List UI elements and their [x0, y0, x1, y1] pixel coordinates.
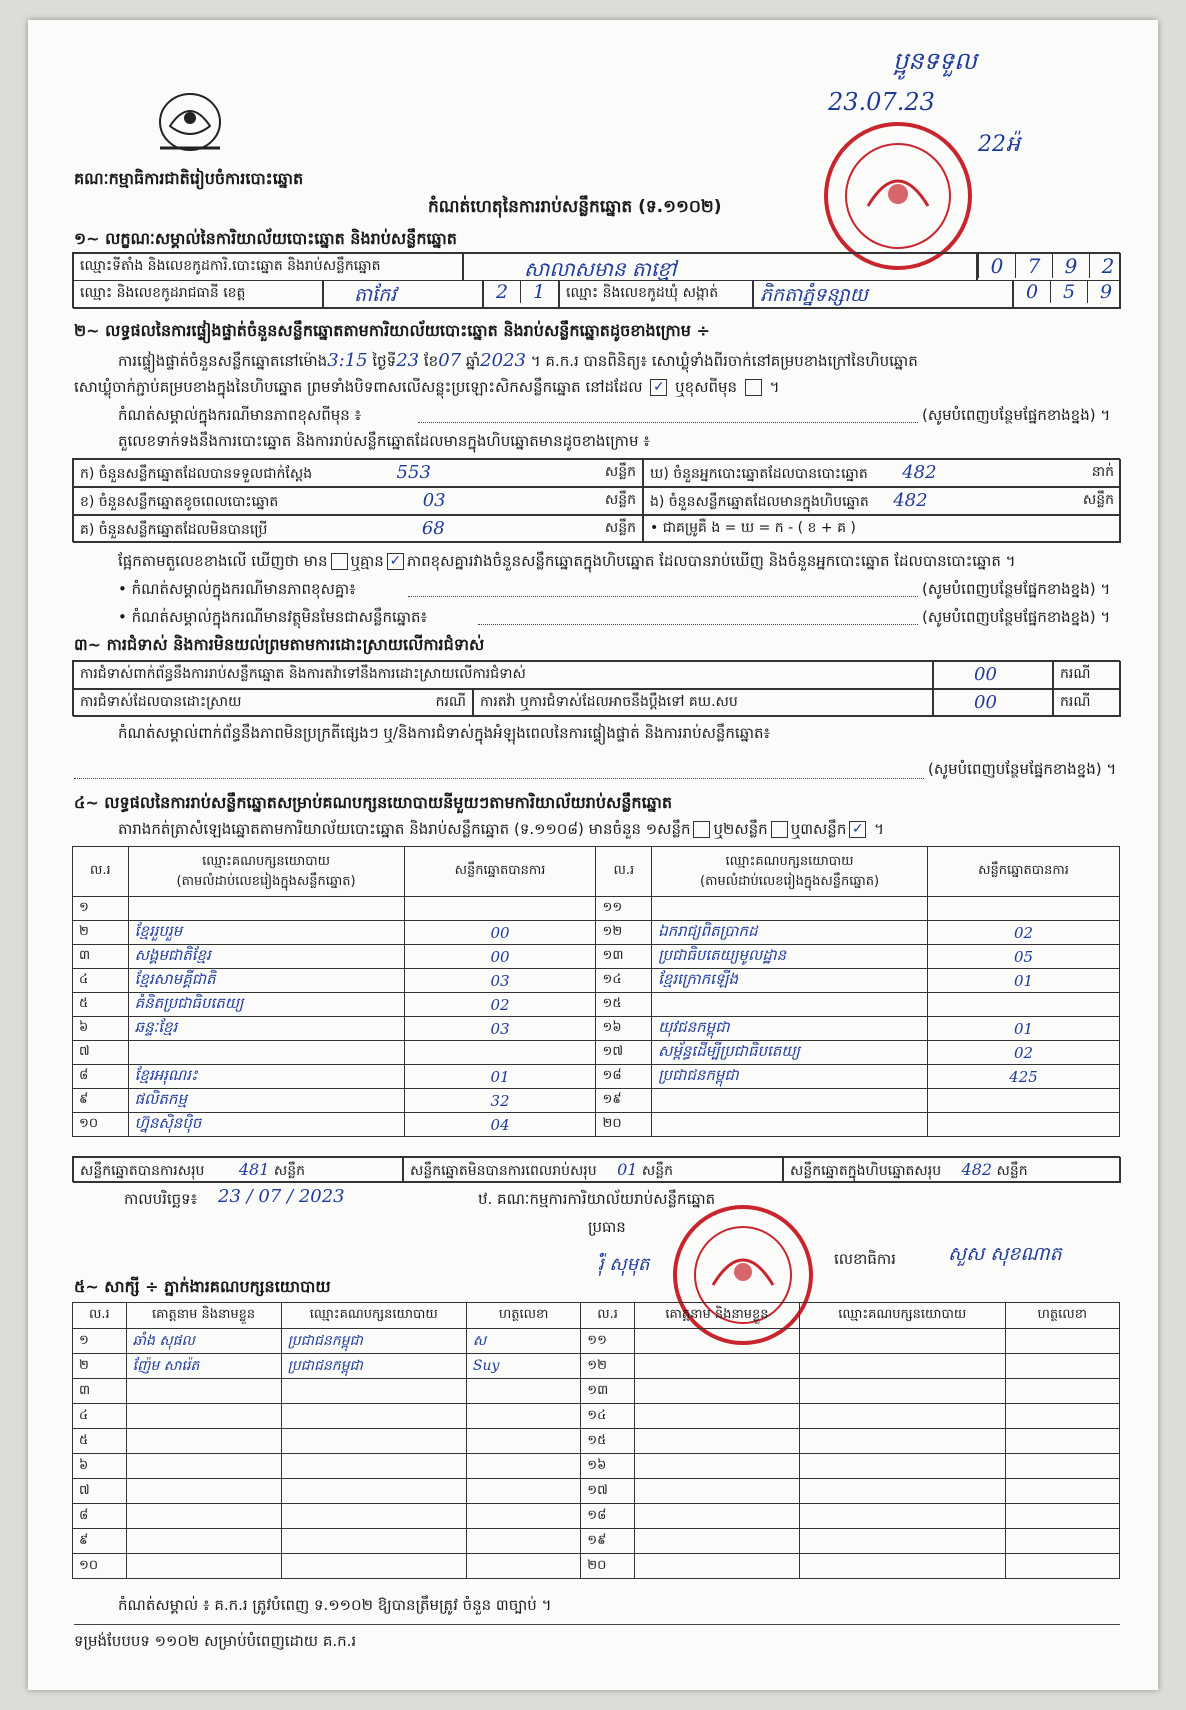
- result-votes-cell: [927, 1113, 1119, 1137]
- complaint-resolved: ការជំទាស់ដែលបានដោះស្រាយ ករណី: [73, 689, 473, 717]
- table-row: [73, 1329, 1120, 1354]
- two-sheet-checkbox: [771, 821, 788, 838]
- result-name-cell: ឯករាជ្យ​ពិតប្រាកដ: [652, 921, 928, 945]
- witness-sign-cell: Suy: [466, 1354, 580, 1379]
- result-name-cell: ប្រជាធិបតេយ្យ​មូលដ្ឋាន: [652, 945, 928, 969]
- total-invalid: សន្លឹកឆ្នោតមិនបានការពេលរាប់សរុប 01 សន្លឹក: [403, 1157, 783, 1183]
- result-name-cell: ខ្មែរអរុណរះ: [128, 1065, 404, 1089]
- w-col-no-2: ល.រ: [581, 1303, 635, 1329]
- witness-empty-cell: [799, 1554, 1005, 1579]
- witness-party-cell: [281, 1479, 466, 1504]
- w-col-sign: ហត្ថលេខា: [466, 1303, 580, 1329]
- witness-no-cell: ៧: [73, 1479, 127, 1504]
- result-name-cell: ផលិតកម្ម: [128, 1089, 404, 1113]
- w-col-name-2: គោត្តនាម និងនាមខ្លួន: [634, 1303, 799, 1329]
- witness-empty-cell: [1005, 1429, 1119, 1454]
- witness-empty-cell: [1005, 1529, 1119, 1554]
- table-row: [73, 1113, 1120, 1137]
- province-value: តាកែវ: [323, 280, 483, 309]
- result-name-cell: គំនិតប្រជាធិបតេយ្យ: [128, 993, 404, 1017]
- witness-no-cell: ៨: [73, 1504, 127, 1529]
- witness-empty-cell: [1005, 1354, 1119, 1379]
- fill-back-note: (សូមបំពេញបន្ថែមផ្នែកខាងខ្នង) ។: [922, 406, 1111, 424]
- row-gh: ឃ) ចំនួនអ្នកបោះឆ្នោតដែលបានបោះឆ្នោត 482 នាក់: [643, 459, 1121, 487]
- witness-empty-cell: [799, 1454, 1005, 1479]
- commune-code: 0 5 9: [1013, 280, 1121, 309]
- result-name-cell: ខ្មែររួបរួម: [128, 921, 404, 945]
- result-votes-cell: [927, 1089, 1119, 1113]
- verification-line: ការផ្ទៀងផ្ទាត់ចំនួនសន្លឹកឆ្នោតនៅម៉ោង3:15 ថ្ងៃទី23 ខែ07 ឆ្នាំ2023 ។ គ.ក.រ បានពិនិត្យ៖ សោឃ្លុំទាំងពីរចាក់នៅគម្របខាងក្រៅនៃហិបឆ្នោត: [118, 350, 918, 371]
- row-g: គ) ចំនួនសន្លឹកឆ្នោតដែលមិនបានប្រើ 68 សន្លឹក: [73, 515, 643, 543]
- witness-sign-cell: [466, 1429, 580, 1454]
- case-label-2: ករណី: [1053, 689, 1121, 717]
- complaint-value-2: 00: [933, 689, 1053, 717]
- table-row: [73, 1479, 1120, 1504]
- section2-title: ២~ លទ្ធផលនៃការផ្ទៀងផ្ទាត់ចំនួនសន្លឹកឆ្នោតតាមការិយាល័យបោះឆ្នោត និងរាប់សន្លឹកឆ្នោតដូចខាងក្រោម ÷: [74, 321, 710, 340]
- witness-no-cell: ៣: [73, 1379, 127, 1404]
- witness-no-cell: ១០: [73, 1554, 127, 1579]
- bullet-foreign-line: [478, 624, 918, 625]
- witness-empty-cell: [799, 1479, 1005, 1504]
- result-no-cell: ១១: [596, 897, 652, 921]
- witness-sign-cell: ស: [466, 1329, 580, 1354]
- witness-name-cell: [126, 1404, 281, 1429]
- witness-empty-cell: [634, 1479, 799, 1504]
- seal-line: សោឃ្លុំចាក់ភ្ជាប់គម្របខាងក្នុងនៃហិបឆ្នោត ព្រមទាំងបិទពាសលើសន្លុះប្រឡោះសិកសន្លឹកឆ្នោត នៅដដែល ✓ ឬខុសពីមុន ។: [74, 378, 780, 396]
- result-name-cell: [128, 1041, 404, 1065]
- witness-party-cell: [281, 1504, 466, 1529]
- witness-party-cell: [281, 1454, 466, 1479]
- witness-name-cell: ញ៉ែម សារ៉េត: [126, 1354, 281, 1379]
- result-no-cell: ១៧: [596, 1041, 652, 1065]
- result-votes-cell: 02: [927, 921, 1119, 945]
- province-label: ឈ្មោះ និងលេខកូដរាជធានី ខេត្ត: [73, 280, 323, 309]
- witness-no-cell: ១: [73, 1329, 127, 1354]
- section1-title: ១~ លក្ខណៈសម្គាល់នៃការិយាល័យបោះឆ្នោត និងរាប់សន្លឹកឆ្នោត: [74, 229, 457, 248]
- bullet-difference-line: [408, 596, 918, 597]
- result-no-cell: ១០: [73, 1113, 129, 1137]
- witness-sign-cell: [466, 1404, 580, 1429]
- witness-name-cell: ឆាំង សុផល: [126, 1329, 281, 1354]
- w-col-sign-2: ហត្ថលេខា: [1005, 1303, 1119, 1329]
- count-box: [72, 458, 1120, 542]
- witness-empty-cell: [634, 1554, 799, 1579]
- witness-empty-cell: [634, 1454, 799, 1479]
- section5-title: ៥~ សាក្សី ÷ ភ្នាក់ងារគណបក្សនយោបាយ: [74, 1277, 331, 1296]
- result-no-cell: ៨: [73, 1065, 129, 1089]
- result-votes-cell: 03: [404, 969, 596, 993]
- place-code: 0 7 9 2: [977, 253, 1121, 281]
- result-votes-cell: 00: [404, 921, 596, 945]
- w-col-name: គោត្តនាម និងនាមខ្លួន: [126, 1303, 281, 1329]
- result-no-cell: ៦: [73, 1017, 129, 1041]
- section3-title: ៣~ ការជំទាស់ និងការមិនយល់ព្រមតាមការដោះស្រាយលើការជំទាស់: [74, 635, 485, 654]
- witness-sign-cell: [466, 1504, 580, 1529]
- witness-empty-cell: [634, 1329, 799, 1354]
- table-row: [73, 1041, 1120, 1065]
- table-row: [73, 1529, 1120, 1554]
- unchanged-checkbox: ✓: [650, 379, 667, 396]
- three-sheet-checkbox: ✓: [849, 821, 866, 838]
- witness-name-cell: [126, 1504, 281, 1529]
- irregularity-note: កំណត់សម្គាល់ពាក់ព័ន្ធនឹងភាពមិនប្រក្រតីផ្សេងៗ ឬ/និងការជំទាស់ក្នុងអំឡុងពេលនៃការផ្ទៀងផ្ទាត់ និងការរាប់សន្លឹកឆ្នោត៖: [118, 724, 771, 742]
- case-label-1: ករណី: [1053, 661, 1121, 689]
- witness-empty-cell: [1005, 1479, 1119, 1504]
- result-no-cell: ៧: [73, 1041, 129, 1065]
- witness-no-cell: ១៩: [581, 1529, 635, 1554]
- result-votes-cell: [927, 993, 1119, 1017]
- result-name-cell: ខ្មែរ​ក្រោក​ឡើង: [652, 969, 928, 993]
- result-name-cell: ប្រជាជនកម្ពុជា: [652, 1065, 928, 1089]
- witness-no-cell: ២: [73, 1354, 127, 1379]
- witness-table: [72, 1302, 1120, 1579]
- table-row: [73, 1354, 1120, 1379]
- result-name-cell: ខ្មែរសាមគ្គីជាតិ: [128, 969, 404, 993]
- committee-name: គណៈកម្មាធិការជាតិរៀបចំការបោះឆ្នោត: [74, 169, 304, 188]
- fill-back-note-2: (សូមបំពេញបន្ថែមផ្នែកខាងខ្នង) ។: [922, 580, 1111, 598]
- place-label: ឈ្មោះទីតាំង និងលេខកូដការិ.បោះឆ្នោត និងរាប់សន្លឹកឆ្នោត: [73, 253, 463, 281]
- witness-empty-cell: [799, 1504, 1005, 1529]
- bullet-foreign-object: • កំណត់សម្គាល់ក្នុងករណីមានវត្ថុមិនមែនជាសន្លឹកឆ្នោត៖: [118, 608, 428, 626]
- witness-no-cell: ៤: [73, 1404, 127, 1429]
- table-row: [73, 969, 1120, 993]
- row-k: ក) ចំនួនសន្លឹកឆ្នោតដែលបានទទួលជាក់ស្តែង 553 សន្លឹក: [73, 459, 643, 487]
- result-name-cell: [652, 1089, 928, 1113]
- table-row: [73, 1379, 1120, 1404]
- result-no-cell: ៣: [73, 945, 129, 969]
- witness-sign-cell: [466, 1529, 580, 1554]
- result-votes-cell: 01: [927, 969, 1119, 993]
- witness-sign-cell: [466, 1479, 580, 1504]
- table-row: [73, 945, 1120, 969]
- place-value: សាលាសមាន តាខ្មៅ: [463, 253, 977, 281]
- chair-label: ប្រធាន: [588, 1218, 626, 1236]
- col-party: ឈ្មោះគណបក្សនយោបាយ (តាមលំដាប់លេខរៀងក្នុងសន្លឹកឆ្នោត): [128, 847, 404, 897]
- table-row: [73, 921, 1120, 945]
- witness-name-cell: [126, 1454, 281, 1479]
- witness-no-cell: ១៤: [581, 1404, 635, 1429]
- difference-note-label: កំណត់សម្គាល់ក្នុងករណីមានភាពខុសពីមុន ៖: [118, 406, 362, 424]
- fill-back-note-4: (សូមបំពេញបន្ថែមផ្នែកខាងខ្នង) ។: [928, 760, 1117, 778]
- witness-no-cell: ៩: [73, 1529, 127, 1554]
- witness-empty-cell: [799, 1429, 1005, 1454]
- bullet-difference: • កំណត់សម្គាល់ក្នុងករណីមានភាពខុសគ្នា៖: [118, 580, 356, 598]
- witness-empty-cell: [799, 1529, 1005, 1554]
- result-votes-cell: [404, 1041, 596, 1065]
- table-row: [73, 1017, 1120, 1041]
- complaints-box: [72, 660, 1120, 716]
- table-row: [73, 1429, 1120, 1454]
- witness-sign-cell: [466, 1379, 580, 1404]
- witness-party-cell: [281, 1554, 466, 1579]
- result-votes-cell: 00: [404, 945, 596, 969]
- table-row: [73, 993, 1120, 1017]
- result-no-cell: ១៣: [596, 945, 652, 969]
- count-intro: តួលេខទាក់ទងនឹងការបោះឆ្នោត និងការរាប់សន្លឹកឆ្នោតដែលមានក្នុងហិបឆ្នោតមានដូចខាងក្រោម ៖: [118, 432, 650, 450]
- witness-no-cell: ១២: [581, 1354, 635, 1379]
- received-time: 22អ៉: [978, 132, 1020, 157]
- witness-empty-cell: [799, 1379, 1005, 1404]
- totals-row: [72, 1156, 1120, 1182]
- witness-party-cell: [281, 1404, 466, 1429]
- result-votes-cell: [927, 897, 1119, 921]
- province-code: 2 1: [483, 280, 559, 309]
- commune-value: ភិកតា​ភ្នំ​ទន្សាយ: [753, 280, 1013, 309]
- witness-name-cell: [126, 1529, 281, 1554]
- difference-note-line: [418, 422, 918, 423]
- result-name-cell: សម្ព័ន្ធ​ដើម្បី​ប្រជាធិបតេយ្យ: [652, 1041, 928, 1065]
- table-row: [73, 1089, 1120, 1113]
- total-valid: សន្លឹកឆ្នោតបានការសរុប 481 សន្លឹក: [73, 1157, 403, 1183]
- total-box: សន្លឹកឆ្នោតក្នុងហិបឆ្នោតសរុប 482 សន្លឹក: [783, 1157, 1121, 1183]
- witness-party-cell: ប្រជាជនកម្ពុជា: [281, 1354, 466, 1379]
- w-col-party: ឈ្មោះគណបក្សនយោបាយ: [281, 1303, 466, 1329]
- result-no-cell: ៩: [73, 1089, 129, 1113]
- result-name-cell: [652, 897, 928, 921]
- witness-empty-cell: [634, 1504, 799, 1529]
- no-difference-checkbox: ✓: [387, 553, 404, 570]
- changed-checkbox: [745, 379, 762, 396]
- result-no-cell: ៤: [73, 969, 129, 993]
- one-sheet-checkbox: [693, 821, 710, 838]
- table-row: [73, 1454, 1120, 1479]
- witness-party-cell: [281, 1429, 466, 1454]
- witness-party-cell: [281, 1529, 466, 1554]
- date-label: កាលបរិច្ឆេទ៖: [124, 1190, 198, 1208]
- witness-name-cell: [126, 1429, 281, 1454]
- witness-name-cell: [126, 1554, 281, 1579]
- complaint-appeal: ការតវ៉ា ឬការជំទាស់ដែលអាចនឹងប្ដឹងទៅ គឃ.សប: [473, 689, 933, 717]
- witness-no-cell: ១១: [581, 1329, 635, 1354]
- result-no-cell: ២: [73, 921, 129, 945]
- result-name-cell: ឆន្ទៈខ្មែរ: [128, 1017, 404, 1041]
- form-page: [28, 20, 1158, 1690]
- section1-box: [72, 252, 1120, 308]
- section4-title: ៤~ លទ្ធផលនៃការរាប់សន្លឹកឆ្នោតសម្រាប់គណបក្សនយោបាយនីមួយៗតាមការិយាល័យរាប់សន្លឹកឆ្នោត: [74, 793, 673, 812]
- witness-no-cell: ១៣: [581, 1379, 635, 1404]
- result-name-cell: [652, 1113, 928, 1137]
- difference-check-line: ផ្អែកតាមតួលេខខាងលើ ឃើញថា មាន ឬគ្មាន ✓ ភាពខុសគ្នារវាងចំនួនសន្លឹកឆ្នោតក្នុងហិបឆ្នោត ដែលបានរាប់ឃើញ និងចំនួនអ្នកបោះឆ្នោត ដែលបានបោះឆ្នោត ។: [118, 552, 1016, 570]
- witness-empty-cell: [1005, 1329, 1119, 1354]
- witness-empty-cell: [634, 1379, 799, 1404]
- result-no-cell: ៥: [73, 993, 129, 1017]
- complaint-row-1: ការជំទាស់ពាក់ព័ន្ធនឹងការរាប់សន្លឹកឆ្នោត និងការតវ៉ាទៅនឹងការដោះស្រាយលើការជំទាស់: [73, 661, 933, 689]
- result-votes-cell: 02: [927, 1041, 1119, 1065]
- witness-empty-cell: [634, 1529, 799, 1554]
- col-votes-2: សន្លឹកឆ្នោតបានការ: [927, 847, 1119, 897]
- result-votes-cell: 02: [404, 993, 596, 1017]
- col-votes: សន្លឹកឆ្នោតបានការ: [404, 847, 596, 897]
- result-votes-cell: 03: [404, 1017, 596, 1041]
- col-party-2: ឈ្មោះគណបក្សនយោបាយ (តាមលំដាប់លេខរៀងក្នុងសន្លឹកឆ្នោត): [652, 847, 928, 897]
- formula: • ជាគម្រូគឺ ង = ឃ = ក - ( ខ + គ ): [643, 515, 1121, 543]
- result-votes-cell: 01: [927, 1017, 1119, 1041]
- table-row: [73, 1554, 1120, 1579]
- witness-sign-cell: [466, 1454, 580, 1479]
- result-name-cell: យុវជនកម្ពុជា: [652, 1017, 928, 1041]
- witness-empty-cell: [634, 1354, 799, 1379]
- witness-sign-cell: [466, 1554, 580, 1579]
- received-note: ប្អូនទទួល: [893, 47, 977, 75]
- has-difference-checkbox: [331, 553, 348, 570]
- witness-no-cell: ៥: [73, 1429, 127, 1454]
- w-col-party-2: ឈ្មោះគណបក្សនយោបាយ: [799, 1303, 1005, 1329]
- witness-no-cell: ១៨: [581, 1504, 635, 1529]
- witness-empty-cell: [799, 1329, 1005, 1354]
- witness-name-cell: [126, 1479, 281, 1504]
- table-row: [73, 1404, 1120, 1429]
- footer-note: កំណត់សម្គាល់ ៖ គ.ក.រ ត្រូវបំពេញ ទ.១១០២ ឱ្យបានត្រឹមត្រូវ ចំនួន ៣ច្បាប់ ។: [118, 1596, 552, 1614]
- counting-committee: ឋ. គណៈកម្មការការិយាល័យរាប់សន្លឹកឆ្នោត: [478, 1190, 716, 1208]
- result-no-cell: ១៨: [596, 1065, 652, 1089]
- witness-name-cell: [126, 1379, 281, 1404]
- witness-empty-cell: [1005, 1404, 1119, 1429]
- result-no-cell: ១៤: [596, 969, 652, 993]
- irregularity-line: [74, 778, 924, 779]
- received-date: 23.07.23: [828, 88, 935, 116]
- table-row: [73, 1504, 1120, 1529]
- row-kh: ខ) ចំនួនសន្លឹកឆ្នោតខូចពេលបោះឆ្នោត 03 សន្លឹក: [73, 487, 643, 515]
- row-ng: ង) ចំនួនសន្លឹកឆ្នោតដែលមានក្នុងហិបឆ្នោត 482 សន្លឹក: [643, 487, 1121, 515]
- result-votes-cell: 425: [927, 1065, 1119, 1089]
- result-votes-cell: 05: [927, 945, 1119, 969]
- result-name-cell: [128, 897, 404, 921]
- col-no: ល.រ: [73, 847, 129, 897]
- footer-divider: [74, 1624, 1120, 1625]
- results-table: [72, 846, 1120, 1137]
- form-note: ទម្រង់បែបបទ ១១០២ សម្រាប់បំពេញដោយ គ.ក.រ: [74, 1632, 357, 1650]
- date-value: 23 / 07 / 2023: [218, 1186, 345, 1207]
- result-votes-cell: 04: [404, 1113, 596, 1137]
- witness-party-cell: [281, 1379, 466, 1404]
- witness-empty-cell: [799, 1404, 1005, 1429]
- witness-empty-cell: [1005, 1454, 1119, 1479]
- witness-party-cell: ប្រជាជនកម្ពុជា: [281, 1329, 466, 1354]
- form-title: កំណត់ហេតុនៃការរាប់សន្លឹកឆ្នោត (ទ.១១០២): [428, 197, 722, 217]
- result-no-cell: ១៦: [596, 1017, 652, 1041]
- secretary-label: លេខាធិការ: [834, 1250, 896, 1268]
- tally-sheet-line: តារាងកត់ត្រាសំឡេងឆ្នោតតាមការិយាល័យបោះឆ្នោត និងរាប់សន្លឹកឆ្នោត (ទ.១១០៨) មានចំនួន ១សន្លឹក ឬ២សន្លឹក ឬ៣សន្លឹក ✓ ។: [118, 820, 885, 838]
- result-no-cell: ១: [73, 897, 129, 921]
- witness-empty-cell: [1005, 1554, 1119, 1579]
- nec-emblem-icon: [152, 86, 228, 156]
- witness-no-cell: ២០: [581, 1554, 635, 1579]
- result-votes-cell: 32: [404, 1089, 596, 1113]
- witness-empty-cell: [634, 1429, 799, 1454]
- col-no-2: ល.រ: [596, 847, 652, 897]
- result-no-cell: ១៩: [596, 1089, 652, 1113]
- result-name-cell: [652, 993, 928, 1017]
- witness-empty-cell: [1005, 1379, 1119, 1404]
- complaint-value-1: 00: [933, 661, 1053, 689]
- result-no-cell: ២០: [596, 1113, 652, 1137]
- fill-back-note-3: (សូមបំពេញបន្ថែមផ្នែកខាងខ្នង) ។: [922, 608, 1111, 626]
- result-no-cell: ១៥: [596, 993, 652, 1017]
- result-no-cell: ១២: [596, 921, 652, 945]
- commune-label: ឈ្មោះ និងលេខកូដឃុំ សង្កាត់: [559, 280, 753, 309]
- w-col-no: ល.រ: [73, 1303, 127, 1329]
- witness-no-cell: ១៦: [581, 1454, 635, 1479]
- witness-empty-cell: [799, 1354, 1005, 1379]
- result-name-cell: ហ្វ៊ុនស៊ិនប៉ិច: [128, 1113, 404, 1137]
- result-name-cell: សង្គមជាតិខ្មែរ: [128, 945, 404, 969]
- secretary-name: សួស សុខណាត: [948, 1243, 1062, 1265]
- witness-empty-cell: [1005, 1504, 1119, 1529]
- witness-no-cell: ១៥: [581, 1429, 635, 1454]
- witness-no-cell: ១៧: [581, 1479, 635, 1504]
- witness-empty-cell: [634, 1404, 799, 1429]
- table-row: [73, 897, 1120, 921]
- result-votes-cell: [404, 897, 596, 921]
- result-votes-cell: 01: [404, 1065, 596, 1089]
- witness-no-cell: ៦: [73, 1454, 127, 1479]
- table-row: [73, 1065, 1120, 1089]
- chair-name: រ៉ុំ សុមុត: [598, 1254, 650, 1275]
